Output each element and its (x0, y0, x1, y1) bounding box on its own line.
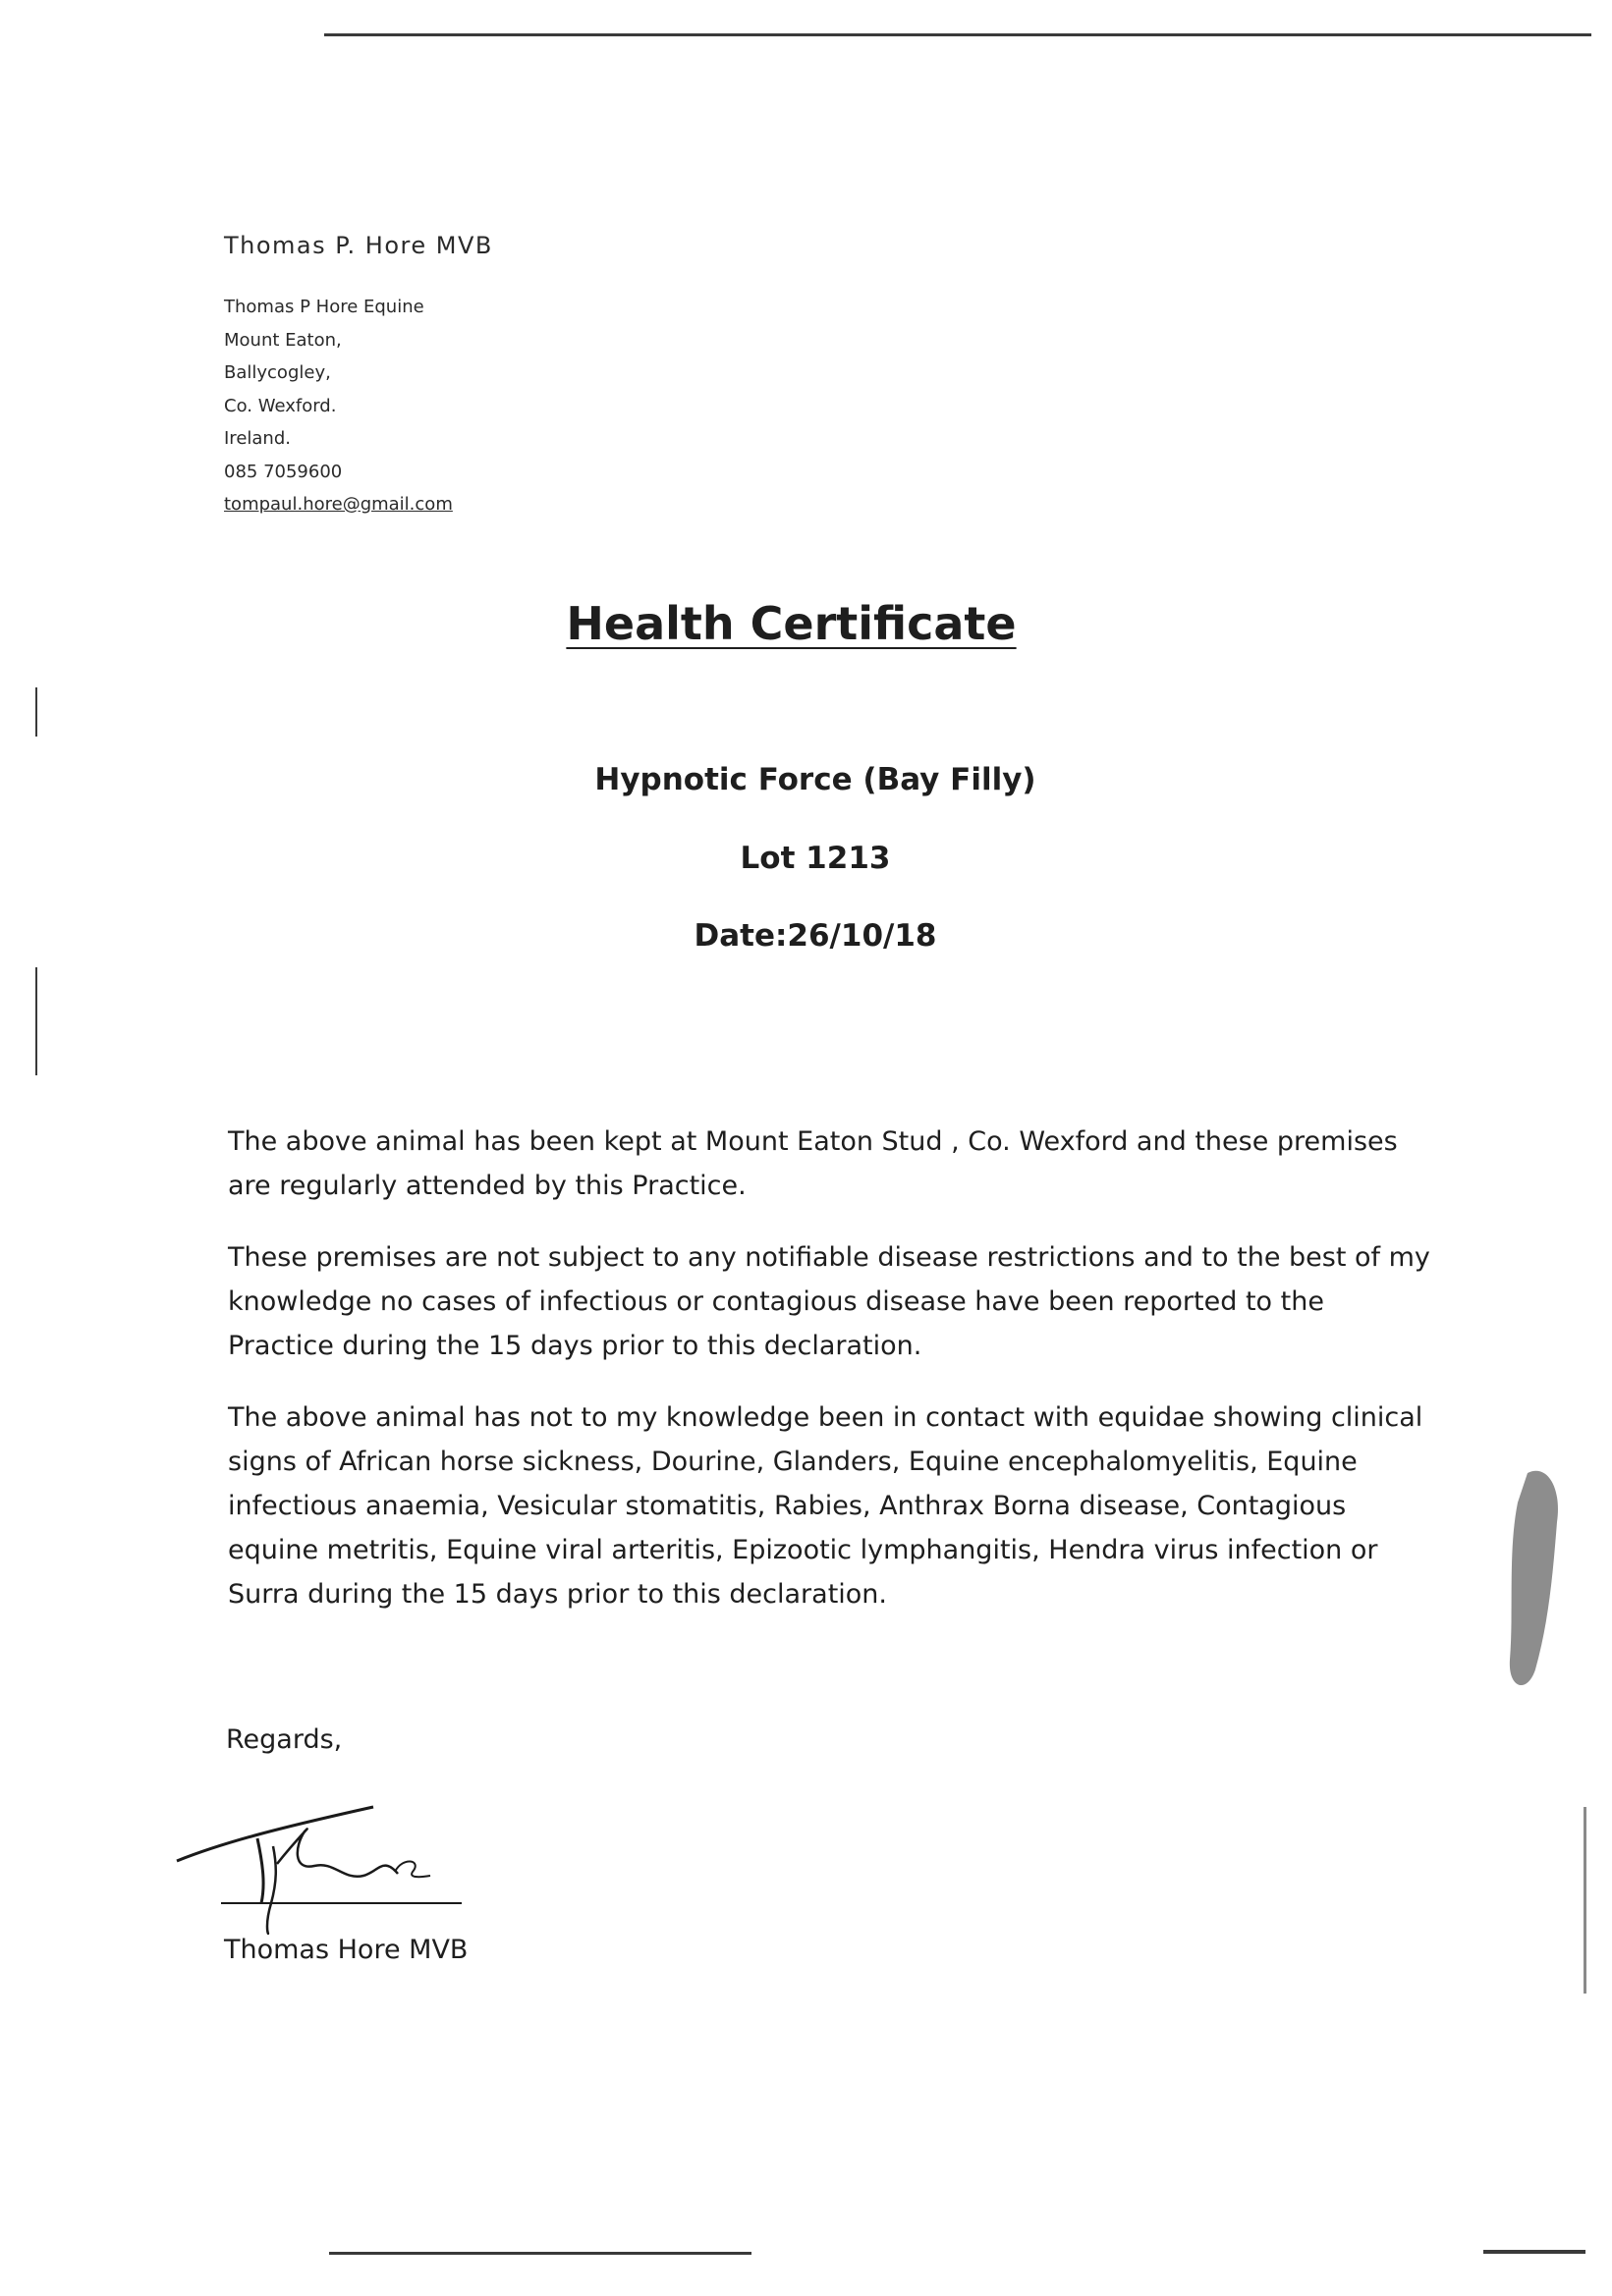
signature-mark (167, 1787, 501, 1935)
scan-bottom-line (329, 2252, 751, 2255)
scan-left-edge-mark (35, 687, 37, 737)
certificate-title-text: Health Certificate (566, 597, 1017, 650)
phone-number: 085 7059600 (224, 461, 343, 482)
scan-right-edge-mark (1584, 1807, 1586, 1994)
regards-text: Regards, (226, 1724, 343, 1755)
scan-left-edge-mark (35, 967, 37, 1075)
signer-name: Thomas Hore MVB (224, 1935, 469, 1965)
body-paragraph: The above animal has not to my knowledge been in contact with equidae showing clinical signs of African horse sickness, Dourine, Glanders, Equine encephalomyelitis, Equine infectious anaemia, Vesicular stomatitis, Rabies, Anthrax Borna disease, Contagious equine metritis, Equine viral arteritis, Epizootic lymphangitis, Hendra virus infection or Surra during the 15 days prior to this declaration. (228, 1402, 1423, 1610)
certificate-body (228, 1120, 1436, 1644)
certificate-title (0, 597, 1583, 650)
sender-address (224, 291, 453, 521)
scan-smudge-mark (1488, 1463, 1577, 1699)
scan-top-line (324, 33, 1591, 36)
email-link[interactable]: tompaul.hore@gmail.com (224, 494, 453, 515)
address-line: Ireland. (224, 428, 291, 449)
lot-number: Lot 1213 (740, 841, 891, 876)
body-paragraph: The above animal has been kept at Mount Eaton Stud , Co. Wexford and these premises are regularly attended by this Practice. (228, 1126, 1398, 1201)
address-line: Co. Wexford. (224, 395, 337, 416)
scan-bottom-right-line (1483, 2250, 1585, 2254)
address-line: Thomas P Hore Equine (224, 297, 424, 317)
address-line: Mount Eaton, (224, 329, 342, 351)
animal-name: Hypnotic Force (Bay Filly) (594, 762, 1036, 797)
address-line: Ballycogley, (224, 362, 331, 383)
sender-name: Thomas P. Hore MVB (224, 232, 493, 259)
body-paragraph: These premises are not subject to any notifiable disease restrictions and to the best of my knowledge no cases of infectious or contagious disease have been reported to the Practice during the 15 days prior to this declaration. (228, 1242, 1430, 1361)
certificate-date: Date:26/10/18 (694, 918, 937, 954)
